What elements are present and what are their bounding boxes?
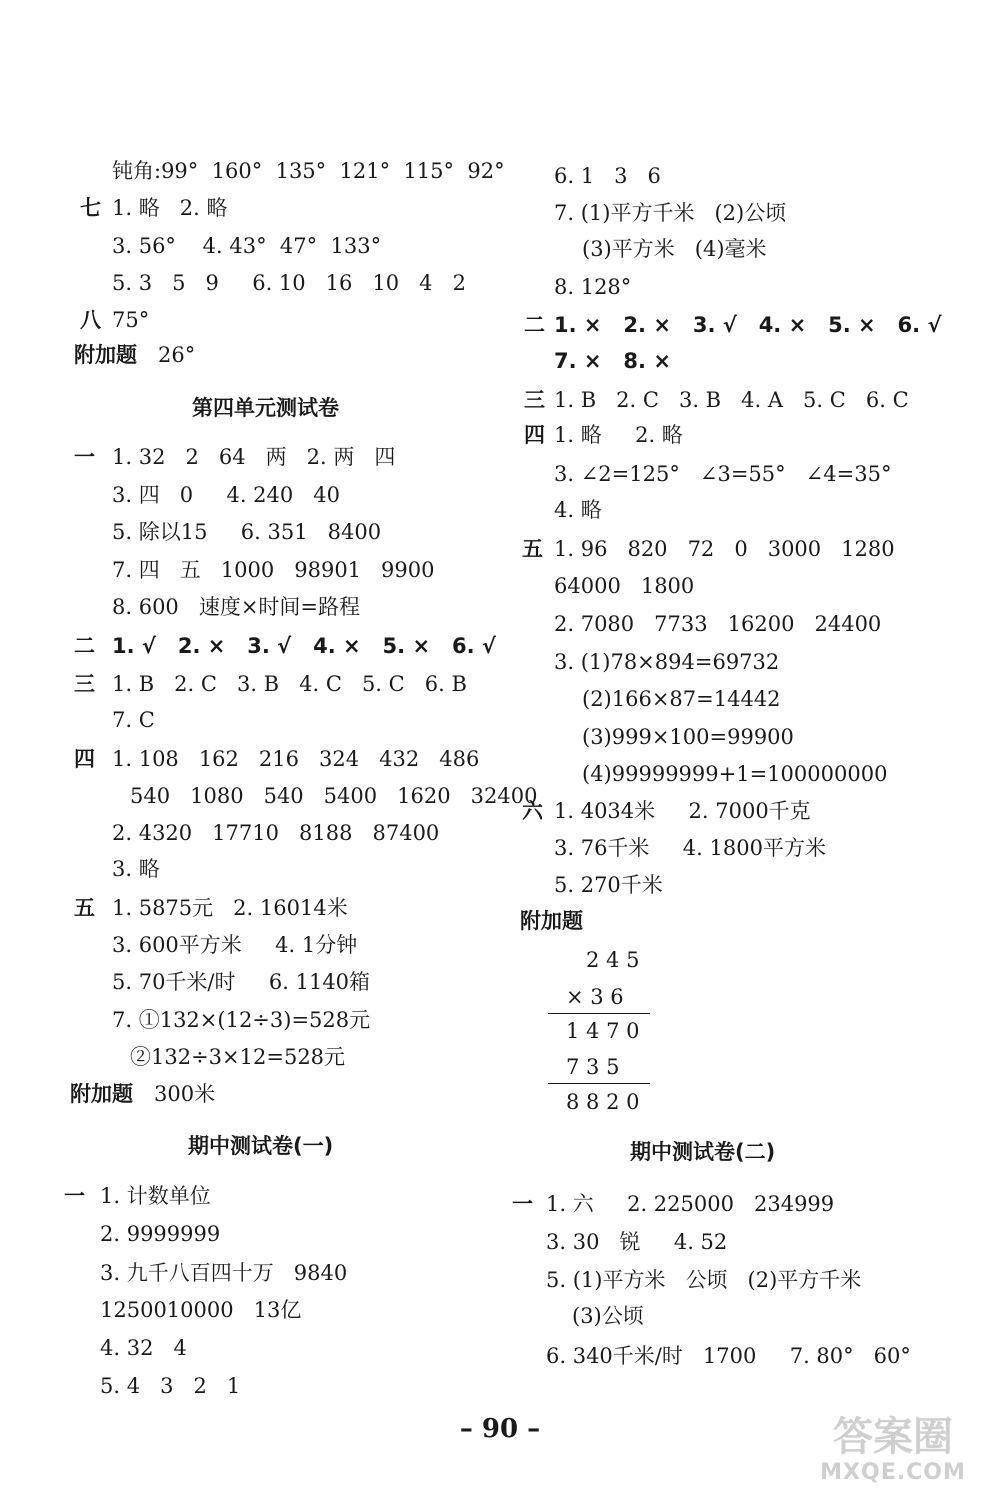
answer-line: 3. 四 0 4. 240 40: [112, 483, 341, 507]
answer-line: 3. 30 锐 4. 52: [546, 1230, 728, 1254]
answer-line: 1. B 2. C 3. B 4. C 5. C 6. B: [112, 672, 467, 696]
answer-line: 1. 5875元 2. 16014米: [112, 896, 348, 920]
answer-line: 钝角:99° 160° 135° 121° 115° 92°: [112, 159, 505, 183]
answer-line: 3. 76千米 4. 1800平方米: [554, 836, 826, 860]
vertical-calc-rule: [548, 1013, 650, 1014]
section-label: 一: [64, 1184, 85, 1208]
answer-line: 6. 1 3 6: [554, 164, 661, 188]
answer-line: 540 1080 540 5400 1620 32400: [130, 784, 538, 808]
page-number: – 90 –: [459, 1414, 541, 1444]
section-title: 期中测试卷(二): [630, 1140, 776, 1164]
answer-line: 5. 4 3 2 1: [100, 1374, 241, 1398]
vertical-calc-result: 8 8 2 0: [566, 1090, 640, 1114]
answer-line: 1. 96 820 72 0 3000 1280: [554, 537, 895, 561]
answer-line: (3)999×100=99900: [582, 725, 794, 749]
answer-line: 1. × 2. × 3. √ 4. × 5. × 6. √: [554, 313, 942, 337]
watermark-sub: MXQE.COM: [820, 1460, 966, 1485]
section-label: 附加题: [74, 343, 137, 367]
answer-line: 3. 略: [112, 857, 160, 881]
section-label: 二: [524, 313, 545, 337]
answer-line: 5. 70千米/时 6. 1140箱: [112, 970, 371, 994]
section-title: 期中测试卷(一): [188, 1134, 334, 1158]
section-label: 八: [80, 308, 101, 332]
answer-line: 4. 32 4: [100, 1336, 187, 1360]
answer-line: (2)166×87=14442: [582, 687, 781, 711]
answer-line: 5. 3 5 9 6. 10 16 10 4 2: [112, 271, 466, 295]
section-label: 二: [74, 634, 95, 658]
vertical-calc-rule: [548, 1083, 650, 1084]
answer-line: 300米: [154, 1082, 216, 1106]
answer-line: 8. 600 速度×时间=路程: [112, 595, 361, 619]
answer-line: 6. 340千米/时 1700 7. 80° 60°: [546, 1344, 911, 1368]
answer-line: 5. 除以15 6. 351 8400: [112, 520, 382, 544]
vertical-calc-multiplicand: 2 4 5: [586, 948, 640, 972]
answer-line: 1. 108 162 216 324 432 486: [112, 747, 480, 771]
answer-line: 1. 略 2. 略: [112, 196, 228, 220]
answer-line: 7. 四 五 1000 98901 9900: [112, 558, 435, 582]
answer-line: 75°: [112, 308, 150, 332]
answer-line: 1. 六 2. 225000 234999: [546, 1192, 835, 1216]
section-label: 三: [524, 388, 545, 412]
vertical-calc-partial-2: 7 3 5: [566, 1055, 620, 1079]
answer-line: 8. 128°: [554, 275, 632, 299]
answer-line: (4)99999999+1=100000000: [582, 762, 888, 786]
answer-line: 2. 9999999: [100, 1222, 221, 1246]
answer-line: 5. 270千米: [554, 873, 663, 897]
answer-line: 3. 56° 4. 43° 47° 133°: [112, 234, 382, 258]
section-label: 六: [522, 799, 543, 823]
section-label: 附加题: [520, 909, 583, 933]
section-label: 一: [74, 445, 95, 469]
section-label: 四: [524, 423, 545, 447]
watermark-main: 答案圈: [833, 1414, 953, 1460]
answer-line: 7. (1)平方千米 (2)公顷: [554, 201, 787, 225]
watermark-logo: [808, 1414, 978, 1486]
section-label: 七: [80, 196, 101, 220]
vertical-calc-partial-1: 1 4 7 0: [566, 1019, 640, 1043]
answer-line: 3. ∠2=125° ∠3=55° ∠4=35°: [554, 462, 892, 486]
answer-line: 1250010000 13亿: [100, 1298, 302, 1322]
answer-line: 7. × 8. ×: [554, 349, 671, 373]
answer-line: 1. B 2. C 3. B 4. A 5. C 6. C: [554, 388, 909, 412]
answer-line: 1. 略 2. 略: [554, 423, 683, 447]
answer-line: 4. 略: [554, 498, 602, 522]
answer-line: 1. √ 2. × 3. √ 4. × 5. × 6. √: [112, 634, 496, 658]
answer-line: 26°: [158, 343, 196, 367]
answer-line: 1. 32 2 64 两 2. 两 四: [112, 445, 396, 469]
answer-line: 1. 计数单位: [100, 1184, 211, 1208]
section-label: 五: [74, 896, 95, 920]
vertical-calc-multiplier: × 3 6: [566, 985, 624, 1009]
answer-line: (3)平方米 (4)毫米: [582, 237, 767, 261]
section-label: 五: [522, 537, 543, 561]
answer-line: 2. 7080 7733 16200 24400: [554, 612, 882, 636]
answer-line: 3. 九千八百四十万 9840: [100, 1261, 348, 1285]
answer-line: 5. (1)平方米 公顷 (2)平方千米: [546, 1268, 862, 1292]
answer-line: 3. (1)78×894=69732: [554, 650, 780, 674]
answer-line: ②132÷3×12=528元: [130, 1045, 346, 1069]
answer-line: 7. ①132×(12÷3)=528元: [112, 1008, 371, 1032]
answer-line: (3)公顷: [572, 1304, 644, 1328]
section-label: 一: [512, 1192, 533, 1216]
answer-line: 64000 1800: [554, 574, 695, 598]
answer-line: 1. 4034米 2. 7000千克: [554, 799, 811, 823]
answer-line: 7. C: [112, 708, 155, 732]
section-title: 第四单元测试卷: [192, 396, 339, 420]
section-label: 四: [74, 747, 95, 771]
answer-line: 2. 4320 17710 8188 87400: [112, 821, 440, 845]
section-label: 附加题: [70, 1082, 133, 1106]
section-label: 三: [74, 672, 95, 696]
answer-line: 3. 600平方米 4. 1分钟: [112, 933, 358, 957]
